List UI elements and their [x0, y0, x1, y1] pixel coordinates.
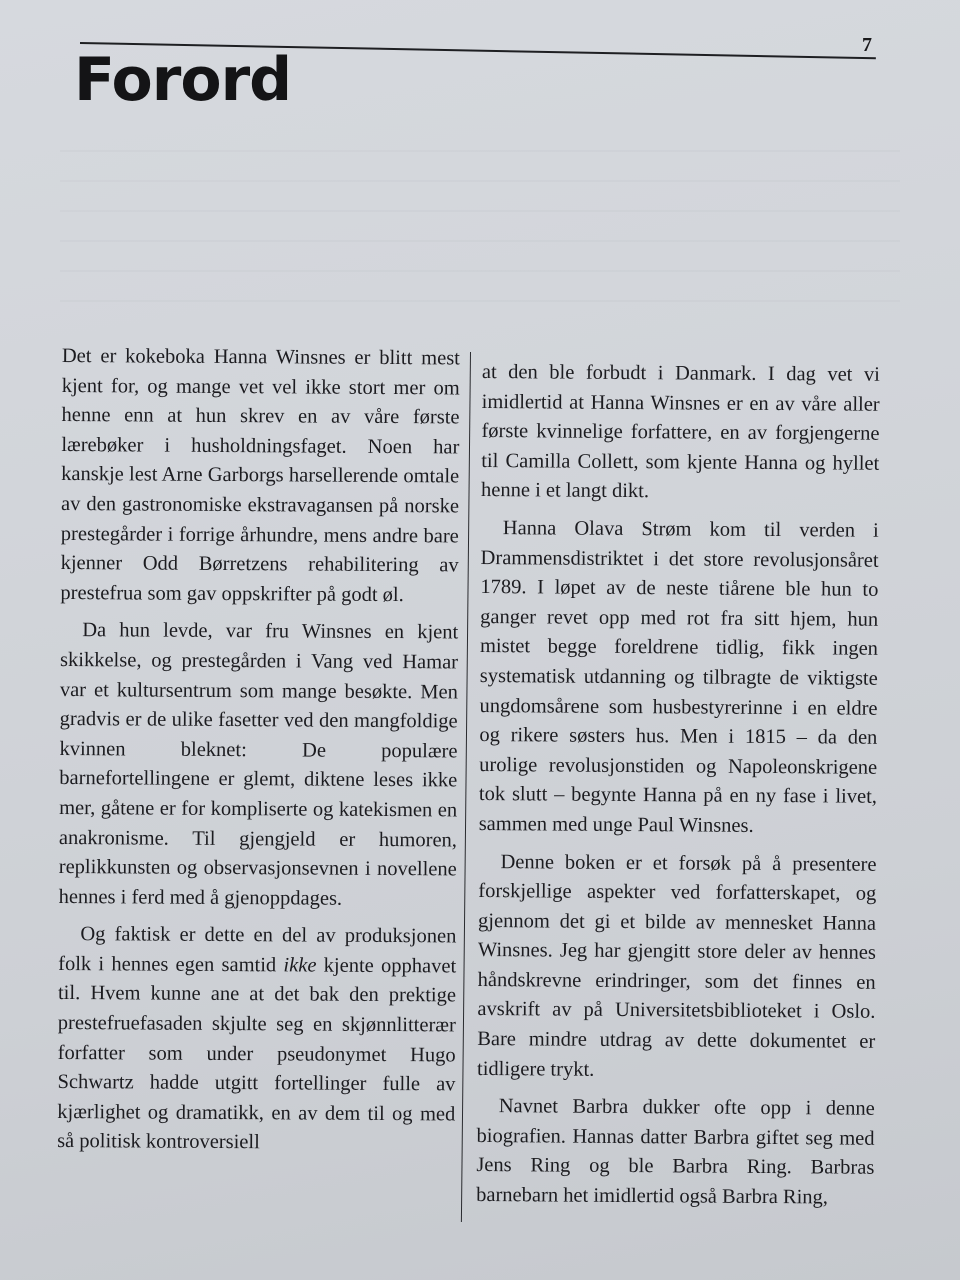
paragraph-text: Og faktisk er dette en del av produksjonen folk i hennes egen samtid: [58, 923, 457, 977]
paragraph: Navnet Barbra dukker ofte opp i denne biografien. Hannas datter Barbra giftet seg med Jens Ring og ble Barbra Ring. Barbras barnebarn het imidlertid også Barbra Ring,: [476, 1095, 875, 1209]
paragraph: Hanna Olava Strøm kom til verden i Drammensdistriktet i det store revolusjonsåret 1789. I løpet av de neste tiårene ble hun to ganger revet opp med rot fra sitt hjem, hun mistet begge foreldrene tidlig, fikk ingen systematisk utdanning og tilbragte de viktigste ungdomsårene som husbestyrerinne i en eldre og rikere søsters hus. Men i 1815 – da den urolige revolusjonstiden og Napoleonskrigene tok slutt – begynte Hanna på en ny fase i livet, sammen med unge Paul Winsnes.: [478, 517, 879, 837]
paragraph: Da hun levde, var fru Winsnes en kjent skikkelse, og prestegården i Vang ved Hamar var et kultursentrum som mange besøkte. Men gradvis er de ulike fasetter ved den mangfoldige kvinnen bleknet: De populære barnefortellingene er glemt, diktene leses ikke mer, gåtene er for kompliserte og katekismen en anakronisme. Til gjengjeld er humoren, replikkunsten og observasjonsevnen i novellene hennes i ferd med å gjenoppdages.: [58, 619, 459, 910]
paragraph: Det er kokeboka Hanna Winsnes er blitt mest kjent for, og mange vet vel ikke stort mer om henne enn at hun skrev en av våre første lærebøker i husholdningsfaget. Noen har kanskje lest Arne Garborgs harsellerende omtale av den gastronomiske ekstravagansen på norske prestegårder i forrige århundre, mens andre bare kjenner Odd Børretzens rehabilitering av prestefrua som gav oppskrifter på godt øl.: [60, 344, 460, 606]
left-text-column: [57, 342, 460, 1167]
right-text-column: [476, 358, 880, 1221]
paragraph-text: kjente opphavet til. Hvem kunne ane at det bak den prektige prestefruefasaden skjulte seg en skjønnlitterær forfatter som under pseudonymet Hugo Schwartz hadde utgitt fortellinger fulle av kjærlighet og dramatikk, en av dem til og med så politisk kontroversiell: [57, 954, 457, 1154]
emphasis-text: ikke: [283, 954, 317, 977]
column-divider: [461, 352, 472, 1222]
paragraph: Denne boken er et forsøk på å presentere forskjellige aspekter ved forfatterskapet, og gjennom det gi et bilde av mennesket Hanna Winsnes. Jeg har gjengitt store deler av hennes håndskrevne erindringer, som det finnes en avskrift av på Universitetsbiblioteket i Oslo. Bare mindre utdrag av dette dokumentet er tidligere trykt.: [476, 850, 877, 1081]
page-title: Forord: [74, 45, 292, 115]
paragraph: [57, 920, 456, 1159]
page-number: 7: [862, 34, 872, 56]
paragraph: at den ble forbudt i Danmark. I dag vet vi imidlertid at Hanna Winsnes er en av våre aller første kvinnelige forfattere, en av forgjengerne til Camilla Collett, som kjente Hanna og hyllet henne i et langt dikt.: [480, 360, 880, 503]
